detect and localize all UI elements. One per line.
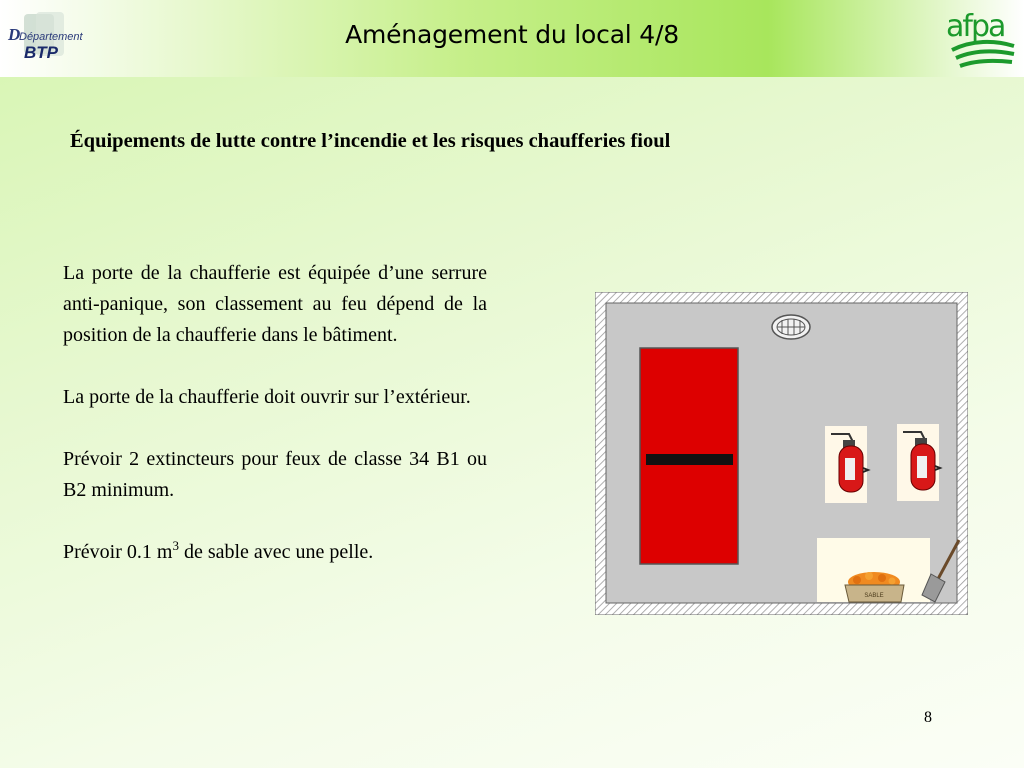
svg-text:afpa: afpa: [946, 9, 1005, 44]
afpa-logo: [944, 6, 1018, 72]
sand-text-superscript: 3: [172, 538, 179, 553]
slide-header: [0, 0, 1024, 77]
red-door-icon: [640, 348, 738, 564]
sand-box-icon: [845, 572, 904, 602]
paragraph-sand: [63, 537, 487, 568]
paragraph-door-opening: La porte de la chaufferie doit ouvrir sur l’extérieur.: [63, 386, 471, 408]
fire-extinguisher-icon: [825, 426, 868, 503]
body-text: [63, 258, 487, 599]
sand-text-start: Prévoir 0.1 m: [63, 541, 173, 563]
svg-text:D: D: [8, 25, 21, 44]
svg-text:Département: Département: [19, 31, 83, 43]
slide-title: Aménagement du local 4/8: [345, 20, 679, 49]
vent-grille-icon: [772, 315, 810, 339]
fire-extinguisher-icon: [897, 424, 940, 501]
svg-text:SABLE: SABLE: [864, 593, 884, 599]
sand-text-end: de sable avec une pelle.: [178, 541, 374, 563]
svg-text:BTP: BTP: [24, 43, 58, 62]
page-number: 8: [924, 709, 932, 726]
slide-subtitle: Équipements de lutte contre l’incendie et les risques chaufferies fioul: [70, 130, 671, 152]
paragraph-door-lock: La porte de la chaufferie est équipée d’une serrure anti-panique, son classement au feu dépend de la position de la chaufferie dans le bâtiment.: [63, 262, 487, 346]
boiler-room-illustration: [595, 292, 968, 615]
paragraph-extinguishers: Prévoir 2 extincteurs pour feux de classe 34 B1 ou B2 minimum.: [63, 448, 487, 501]
